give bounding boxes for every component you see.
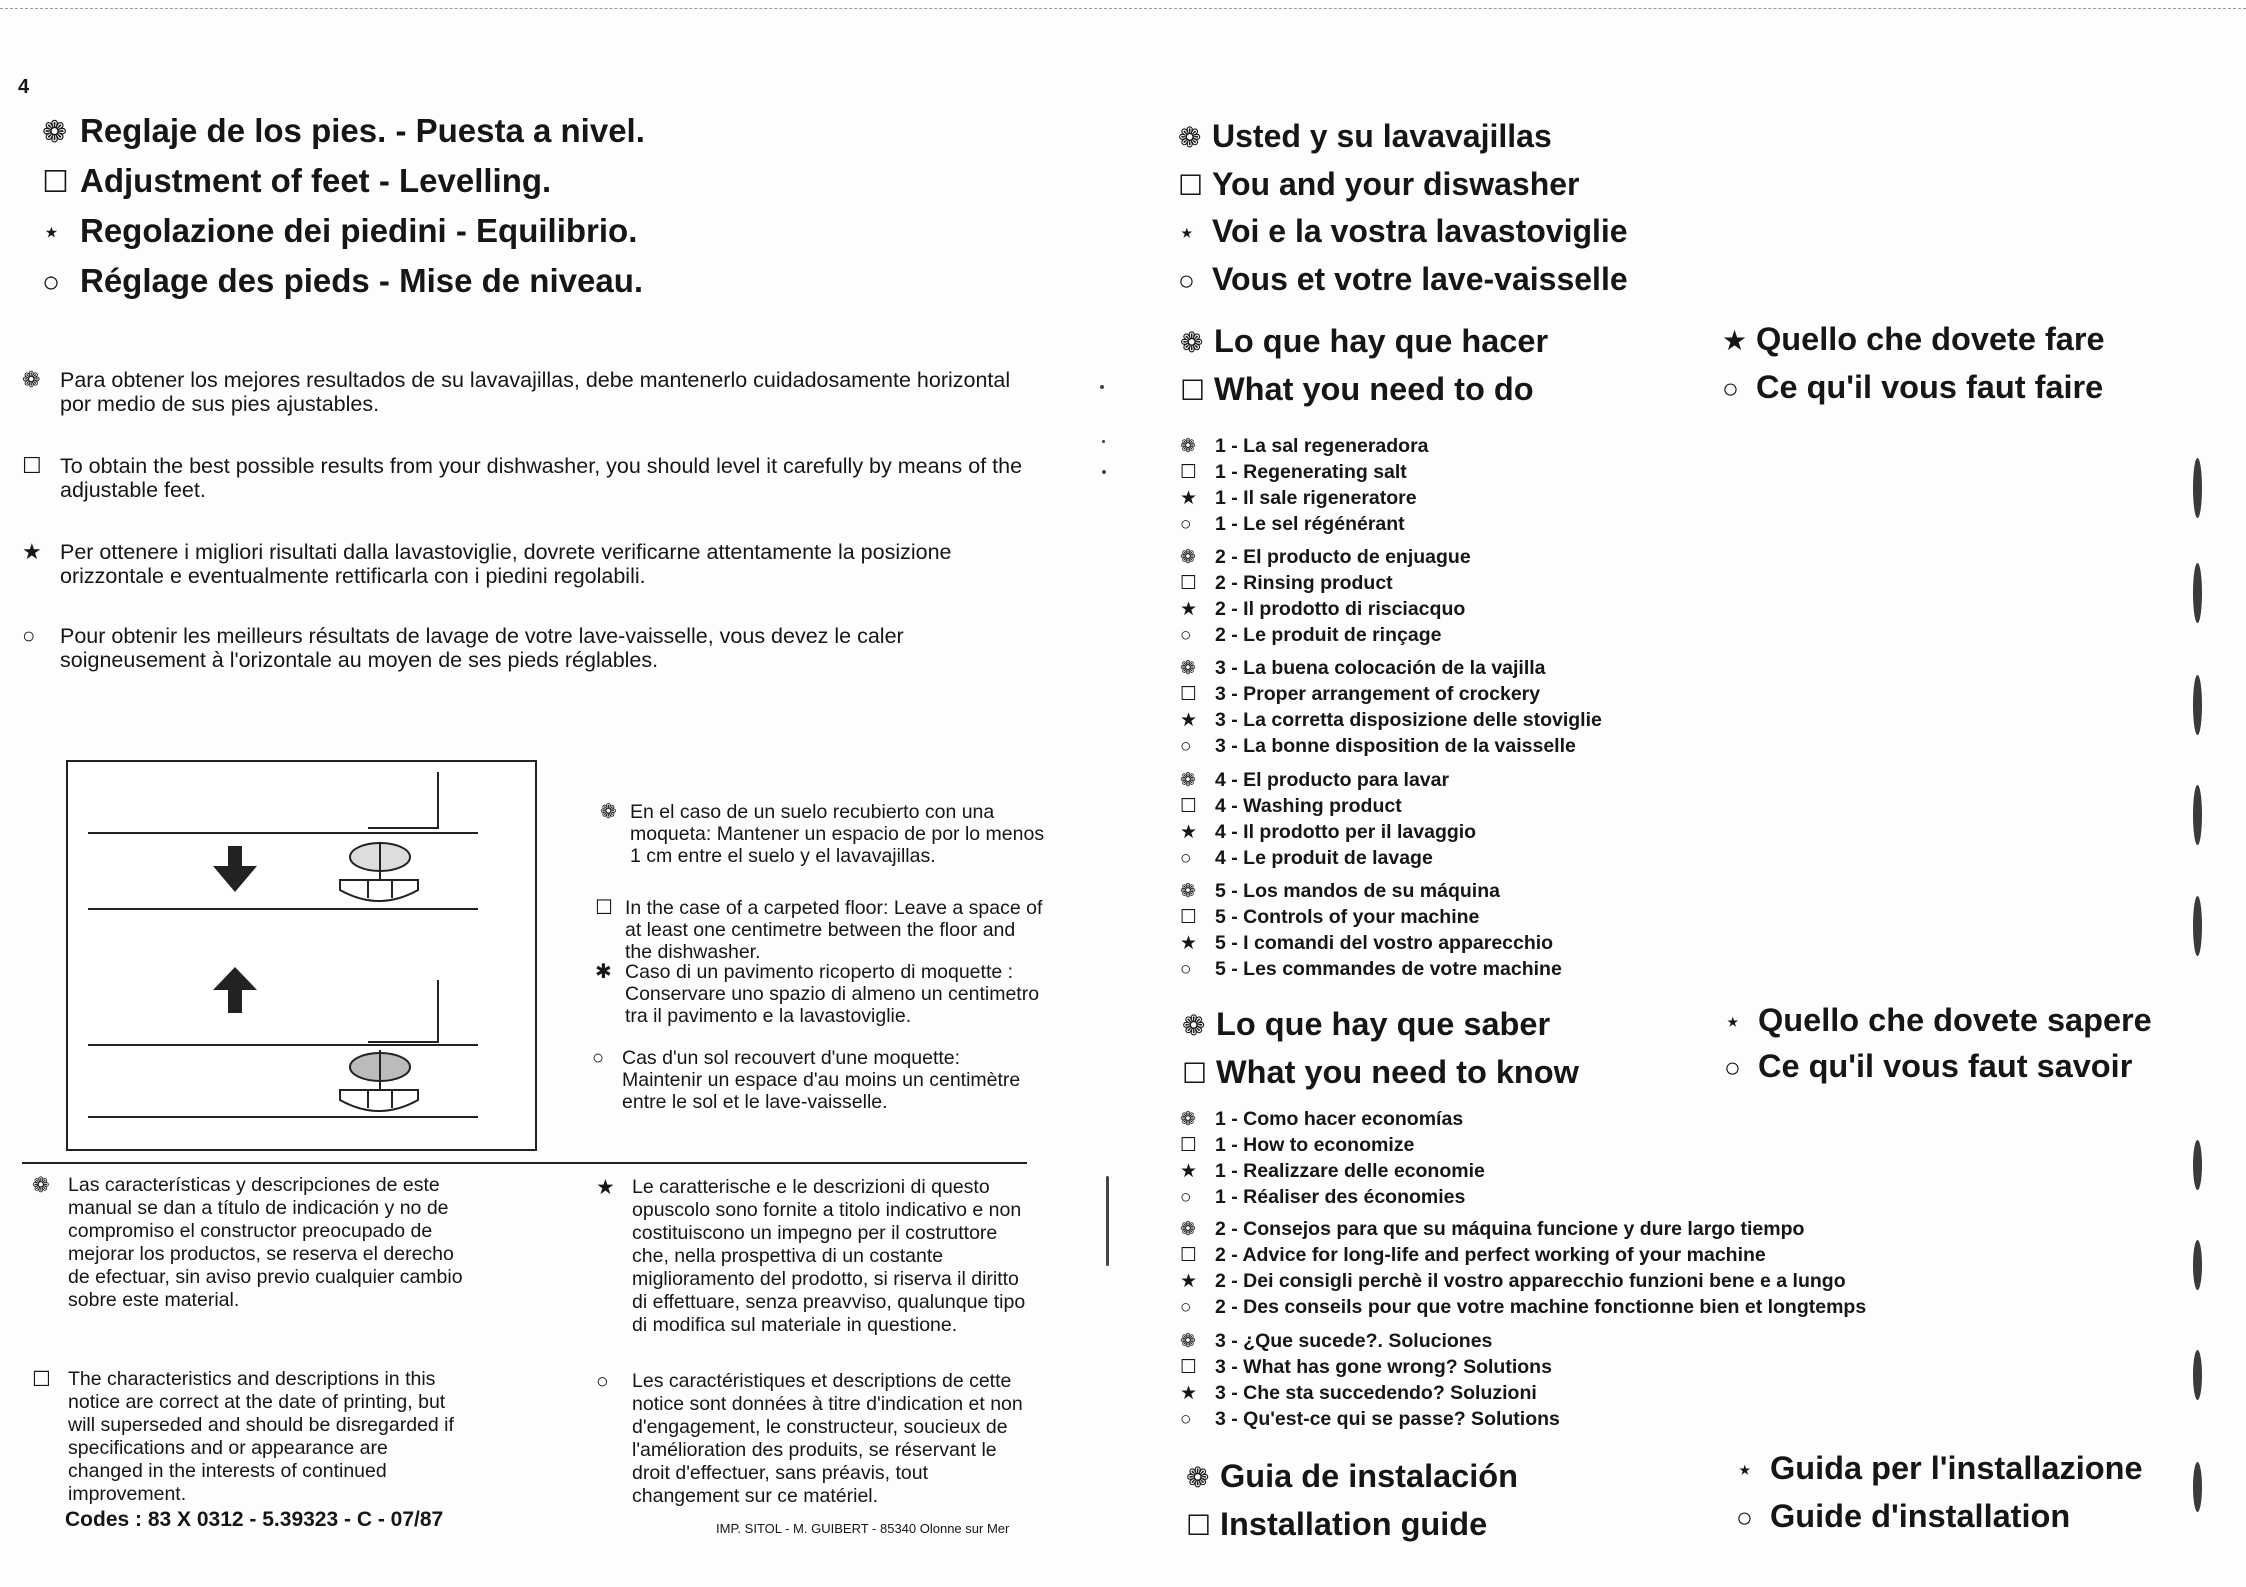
square-icon: ☐: [32, 1368, 51, 1391]
list-item: ☐ 3 - Proper arrangement of crockery: [1180, 681, 1540, 708]
square-icon: ☐: [1180, 907, 1198, 928]
square-icon: ☐: [1180, 796, 1198, 817]
flower-icon: ❁: [32, 1174, 50, 1197]
paragraph-en: ☐ To obtain the best possible results from your dishwasher, you should level it carefully by means of the adjustable feet.: [22, 453, 1023, 502]
circle-icon: ○: [1180, 959, 1192, 980]
list-item: ☐ 1 - Regenerating salt: [1180, 459, 1407, 486]
flower-icon: ❁: [1178, 122, 1202, 153]
page-number: 4: [18, 76, 30, 98]
heading-fr: ○ Réglage des pieds - Mise de niveau.: [42, 262, 644, 299]
list-item: ★ 3 - La corretta disposizione delle stoviglie: [1180, 707, 1602, 734]
levelling-feet-figure: [66, 760, 537, 1151]
list-item: ○ 3 - Qu'est-ce qui se passe? Solutions: [1180, 1406, 1560, 1433]
circle-icon: ○: [1736, 1502, 1753, 1533]
square-icon: ☐: [1180, 573, 1198, 594]
star-icon: ⋆: [1724, 1006, 1742, 1037]
levelling-feet-illustration: [68, 762, 535, 1149]
flower-icon: ❁: [1186, 1462, 1210, 1493]
right-heading-fr: ○ Vous et votre lave-vaisselle: [1178, 261, 1628, 297]
list-item: ○ 2 - Des conseils pour que votre machine fonctionne bien et longtemps: [1180, 1294, 1866, 1321]
scan-speck: [1106, 1176, 1109, 1266]
square-icon: ☐: [1180, 1135, 1198, 1156]
flower-icon: ❁: [1180, 1331, 1196, 1352]
square-icon: ☐: [595, 897, 613, 919]
disclaimer-it: ★ Le caratterische e le descrizioni di questo opuscolo sono fornite a titolo indicativo e non costituiscono un impegno per il costruttore che, nella prospettiva di un costante miglioramento del prodotto, si riserva il diritto di effettuare, senza preavviso, qualunque tipo di modifica sul materiale in questione.: [596, 1176, 1026, 1336]
section-install-es: ❁ Guia de instalación: [1186, 1458, 1518, 1494]
divider: [22, 1162, 1027, 1164]
flower-icon: ❁: [1180, 658, 1196, 679]
paragraph-es: ❁ Para obtener los mejores resultados de su lavavajillas, debe mantenerlo cuidadosamente horizontal por medio de sus pies ajustables.: [22, 367, 1011, 416]
right-heading-en: ☐ You and your diswasher: [1178, 166, 1580, 202]
thumb-index-tab: [2193, 785, 2202, 845]
carpet-note-it: ✱ Caso di un pavimento ricoperto di moquette : Conservare uno spazio di almeno un centimetro tra il pavimento e la lavastoviglie.: [595, 961, 1040, 1027]
section-know-es: ❁ Lo que hay que saber: [1182, 1006, 1551, 1042]
circle-icon: ○: [1178, 265, 1195, 296]
list-item: ❁ 3 - ¿Que sucede?. Soluciones: [1180, 1328, 1492, 1355]
list-item: ❁ 1 - Como hacer economías: [1180, 1106, 1463, 1133]
circle-icon: ○: [1180, 514, 1192, 535]
codes-line: Codes : 83 X 0312 - 5.39323 - C - 07/87: [65, 1508, 444, 1531]
list-item: ☐ 3 - What has gone wrong? Solutions: [1180, 1354, 1552, 1381]
star-icon: ★: [1180, 488, 1198, 509]
star-icon: ★: [596, 1176, 615, 1199]
square-icon: ☐: [1180, 1357, 1198, 1378]
heading-es: ❁ Reglaje de los pies. - Puesta a nivel.: [42, 112, 645, 149]
section-install-en: ☐ Installation guide: [1186, 1506, 1488, 1542]
list-item: ☐ 2 - Rinsing product: [1180, 570, 1393, 597]
thumb-index-tab: [2193, 1462, 2202, 1512]
square-icon: ☐: [1178, 170, 1204, 201]
disclaimer-es: ❁ Las características y descripciones de este manual se dan a título de indicación y no de compromiso el constructor preocupado de mejorar los productos, se reserva el derecho de efectuar, sin aviso previo cualquier cambio sobre este material.: [32, 1174, 463, 1311]
list-item: ★ 5 - I comandi del vostro apparecchio: [1180, 930, 1553, 957]
thumb-index-tab: [2193, 1140, 2202, 1190]
list-item: ☐ 5 - Controls of your machine: [1180, 904, 1479, 931]
carpet-note-fr: ○ Cas d'un sol recouvert d'une moquette: Maintenir un espace d'au moins un centimètre entre le sol et le lave-vaisselle.: [592, 1047, 1021, 1113]
carpet-note-es: ❁ En el caso de un suelo recubierto con una moqueta: Mantener un espacio de por lo menos 1 cm entre el suelo y el lavavajillas.: [600, 801, 1045, 867]
section-know-en: ☐ What you need to know: [1182, 1054, 1579, 1090]
thumb-index-tab: [2193, 1350, 2202, 1400]
list-item: ○ 4 - Le produit de lavage: [1180, 845, 1433, 872]
square-icon: ☐: [22, 453, 42, 478]
square-icon: ☐: [1180, 684, 1198, 705]
circle-icon: ○: [592, 1047, 605, 1069]
thumb-index-tab: [2193, 458, 2202, 518]
section-todo-it: ★ Quello che dovete fare: [1722, 321, 2105, 357]
list-item: ○ 2 - Le produit de rinçage: [1180, 622, 1441, 649]
flower-icon: ❁: [1182, 1010, 1206, 1041]
star-icon: ⋆: [42, 216, 61, 249]
star-icon: ★: [1180, 710, 1198, 731]
section-know-fr: ○ Ce qu'il vous faut savoir: [1724, 1048, 2133, 1084]
section-todo-en: ☐ What you need to do: [1180, 371, 1534, 407]
circle-icon: ○: [1722, 373, 1739, 404]
list-item: ☐ 2 - Advice for long-life and perfect working of your machine: [1180, 1242, 1766, 1269]
disclaimer-en: ☐ The characteristics and descriptions in this notice are correct at the date of printing, but will superseded and should be disregarded if specifications and or appearance are changed in the interests of continued improvement.: [32, 1368, 454, 1505]
square-icon: ☐: [1180, 462, 1198, 483]
section-know-it: ⋆ Quello che dovete sapere: [1724, 1002, 2152, 1038]
adjustable-foot-icon: [340, 842, 418, 901]
disclaimer-fr: ○ Les caractéristiques et descriptions de cette notice sont données à titre d'indication et non d'engagement, le constructeur, soucieux de l'amélioration des produits, se réservant le droit d'effectuer, sans préavis, tout changement sur ce matériel.: [596, 1370, 1023, 1507]
square-icon: ☐: [1186, 1510, 1212, 1541]
star-icon: ★: [1722, 325, 1748, 356]
circle-icon: ○: [1180, 1409, 1192, 1430]
thumb-index-tab: [2193, 563, 2202, 623]
list-item: ○ 1 - Le sel régénérant: [1180, 511, 1405, 538]
thumb-index-tab: [2193, 896, 2202, 956]
circle-icon: ○: [22, 623, 36, 648]
star-icon: ⋆: [1736, 1454, 1754, 1485]
scan-speck: [1102, 440, 1105, 443]
star-icon: ★: [1180, 599, 1198, 620]
list-item: ★ 4 - Il prodotto per il lavaggio: [1180, 819, 1476, 846]
flower-icon: ❁: [22, 367, 41, 392]
scan-speck: [1102, 470, 1106, 474]
paragraph-fr: ○ Pour obtenir les meilleurs résultats de lavage de votre lave-vaisselle, vous devez le caler soigneusement à l'orizontale au moyen de ses pieds réglables.: [22, 623, 904, 672]
square-icon: ☐: [1180, 1245, 1198, 1266]
flower-icon: ❁: [1180, 770, 1196, 791]
section-todo-es: ❁ Lo que hay que hacer: [1180, 323, 1549, 359]
scan-speck: [1100, 385, 1104, 389]
list-item: ☐ 1 - How to economize: [1180, 1132, 1414, 1159]
star-icon: ★: [1180, 933, 1198, 954]
square-icon: ☐: [1182, 1058, 1208, 1089]
star-icon: ★: [1180, 1161, 1198, 1182]
paragraph-it: ★ Per ottenere i migliori risultati dalla lavastoviglie, dovrete verificarne attentamente la posizione orizzontale e eventualmente rettificarla con i piedini regolabili.: [22, 539, 952, 588]
star-icon: ★: [22, 539, 42, 564]
list-item: ★ 1 - Il sale rigeneratore: [1180, 485, 1417, 512]
thumb-index-tab: [2193, 675, 2202, 735]
star-icon: ✱: [595, 961, 612, 983]
circle-icon: ○: [1180, 736, 1192, 757]
star-icon: ⋆: [1178, 217, 1196, 248]
circle-icon: ○: [42, 266, 61, 299]
imprint: IMP. SITOL - M. GUIBERT - 85340 Olonne sur Mer: [716, 1521, 1010, 1536]
list-item: ★ 1 - Realizzare delle economie: [1180, 1158, 1485, 1185]
flower-icon: ❁: [1180, 547, 1196, 568]
list-item: ❁ 5 - Los mandos de su máquina: [1180, 878, 1500, 905]
circle-icon: ○: [1180, 848, 1192, 869]
heading-en: ☐ Adjustment of feet - Levelling.: [42, 162, 552, 199]
arrow-down-icon: [213, 846, 257, 892]
section-todo-fr: ○ Ce qu'il vous faut faire: [1722, 369, 2104, 405]
section-install-fr: ○ Guide d'installation: [1736, 1498, 2071, 1534]
star-icon: ★: [1180, 1271, 1198, 1292]
list-item: ❁ 2 - Consejos para que su máquina funcione y dure largo tiempo: [1180, 1216, 1804, 1243]
top-rule: [0, 8, 2246, 9]
right-heading-it: ⋆ Voi e la vostra lavastoviglie: [1178, 213, 1628, 249]
flower-icon: ❁: [42, 116, 68, 149]
list-item: ★ 3 - Che sta succedendo? Soluzioni: [1180, 1380, 1537, 1407]
list-item: ○ 3 - La bonne disposition de la vaisselle: [1180, 733, 1576, 760]
flower-icon: ❁: [1180, 881, 1196, 902]
list-item: ❁ 4 - El producto para lavar: [1180, 767, 1449, 794]
heading-it: ⋆ Regolazione dei piedini - Equilibrio.: [42, 212, 638, 249]
adjustable-foot-icon: [340, 1050, 418, 1111]
list-item: ❁ 2 - El producto de enjuague: [1180, 544, 1471, 571]
flower-icon: ❁: [1180, 327, 1204, 358]
carpet-note-en: ☐ In the case of a carpeted floor: Leave a space of at least one centimetre between the floor and the dishwasher.: [595, 897, 1043, 963]
list-item: ❁ 3 - La buena colocación de la vajilla: [1180, 655, 1546, 682]
star-icon: ★: [1180, 1383, 1198, 1404]
flower-icon: ❁: [1180, 436, 1196, 457]
list-item: ○ 1 - Réaliser des économies: [1180, 1184, 1465, 1211]
square-icon: ☐: [1180, 375, 1206, 406]
flower-icon: ❁: [1180, 1109, 1196, 1130]
arrow-up-icon: [213, 967, 257, 1013]
thumb-index-tab: [2193, 1240, 2202, 1290]
right-heading-es: ❁ Usted y su lavavajillas: [1178, 118, 1552, 154]
list-item: ○ 5 - Les commandes de votre machine: [1180, 956, 1562, 983]
section-install-it: ⋆ Guida per l'installazione: [1736, 1450, 2143, 1486]
flower-icon: ❁: [1180, 1219, 1196, 1240]
square-icon: ☐: [42, 166, 69, 199]
flower-icon: ❁: [600, 801, 617, 823]
list-item: ★ 2 - Dei consigli perchè il vostro apparecchio funzioni bene e a lungo: [1180, 1268, 1846, 1295]
list-item: ☐ 4 - Washing product: [1180, 793, 1402, 820]
list-item: ❁ 1 - La sal regeneradora: [1180, 433, 1429, 460]
circle-icon: ○: [1180, 1297, 1192, 1318]
star-icon: ★: [1180, 822, 1198, 843]
list-item: ★ 2 - Il prodotto di risciacquo: [1180, 596, 1465, 623]
circle-icon: ○: [1724, 1052, 1741, 1083]
circle-icon: ○: [1180, 625, 1192, 646]
circle-icon: ○: [1180, 1187, 1192, 1208]
circle-icon: ○: [596, 1370, 609, 1393]
